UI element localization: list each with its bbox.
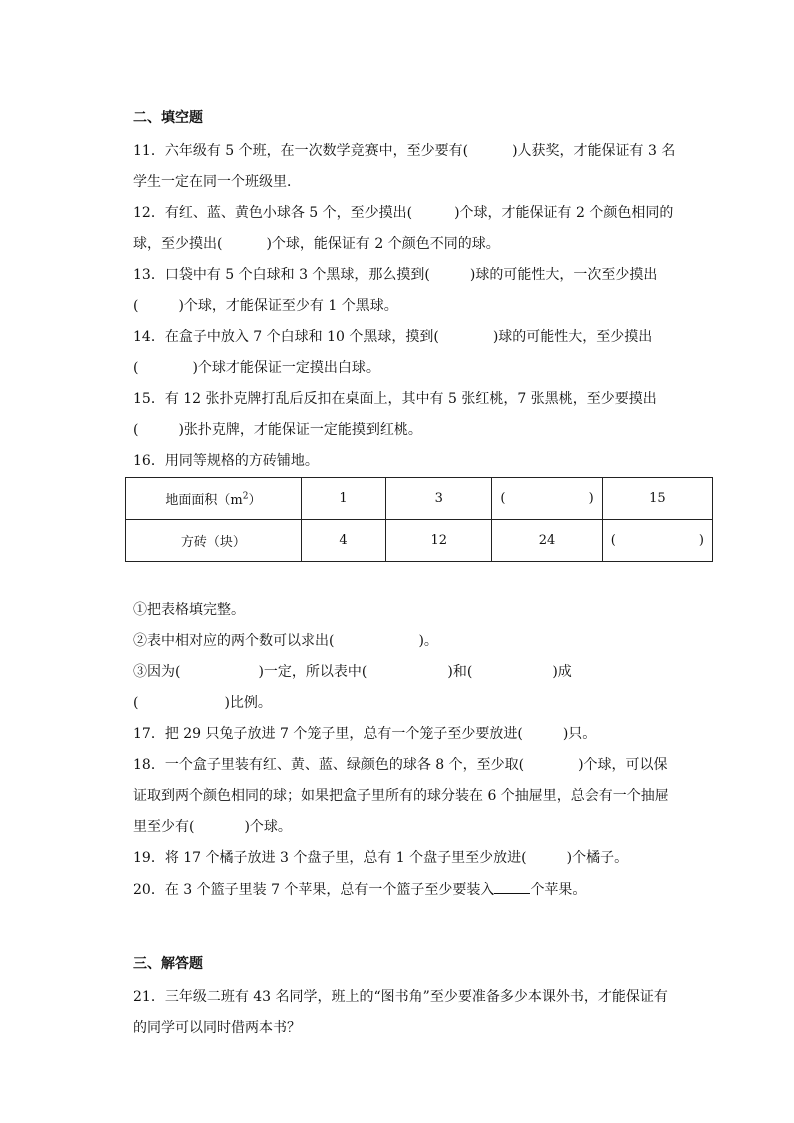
table-cell: 12 [386,520,492,562]
table-cell: 1 [301,478,385,520]
row-label-tiles: 方砖（块） [126,520,302,562]
question-20: 20．在 3 个篮子里装 7 个苹果，总有一个篮子至少要装入 个苹果。 [133,879,586,900]
table-cell: 3 [386,478,492,520]
question-21-line-2: 的同学可以同时借两本书？ [133,1020,301,1036]
question-16-sub-3-line-2: ( )比例。 [133,695,272,711]
question-18-line-3: 里至少有( )个球。 [133,819,292,835]
table-cell-blank[interactable]: ( ) [492,478,602,520]
section-heading-fill-blank: 二、填空题 [133,110,203,126]
question-18-line-2: 证取到两个颜色相同的球；如果把盒子里所有的球分装在 6 个抽屉里，总会有一个抽屉 [133,788,669,804]
question-14-line-2: ( )个球才能保证一定摸出白球。 [133,360,380,376]
question-11-line-2: 学生一定在同一个班级里． [133,174,301,190]
question-11-line-1: 11．六年级有 5 个班，在一次数学竞赛中，至少要有( )人获奖，才能保证有 3 名 [133,143,676,159]
question-18-line-1: 18．一个盒子里装有红、黄、蓝、绿颜色的球各 8 个，至少取( )个球，可以保 [133,757,668,773]
table-cell-blank[interactable]: ( ) [602,520,712,562]
question-16-sub-2: ②表中相对应的两个数可以求出( )。 [133,633,438,649]
question-17: 17．把 29 只兔子放进 7 个笼子里，总有一个笼子至少要放进( )只。 [133,726,597,742]
question-19: 19．将 17 个橘子放进 3 个盘子里，总有 1 个盘子里至少放进( )个橘子。 [133,850,629,866]
question-16-sub-3-line-1: ③因为( )一定，所以表中( )和( )成 [133,664,572,680]
question-13-line-2: ( )个球，才能保证至少有 1 个黑球。 [133,298,398,314]
question-15-line-2: ( )张扑克牌，才能保证一定能摸到红桃。 [133,422,422,438]
question-16-sub-1: ①把表格填完整。 [133,602,245,618]
tile-area-table [125,477,713,562]
question-21-line-1: 21．三年级二班有 43 名同学，班上的“图书角”至少要准备多少本课外书，才能保证有 [133,989,668,1005]
table-cell: 15 [602,478,712,520]
question-12-line-1: 12．有红、蓝、黄色小球各 5 个，至少摸出( )个球，才能保证有 2 个颜色相同的 [133,205,674,221]
question-15-line-1: 15．有 12 张扑克牌打乱后反扣在桌面上，其中有 5 张红桃，7 张黑桃，至少要摸出 [133,391,657,407]
section-heading-solve: 三、解答题 [133,956,203,972]
table-cell: 24 [492,520,602,562]
answer-underline-blank[interactable] [494,879,530,894]
question-14-line-1: 14．在盒子中放入 7 个白球和 10 个黑球，摸到( )球的可能性大，至少摸出 [133,329,653,345]
question-13-line-1: 13．口袋中有 5 个白球和 3 个黑球，那么摸到( )球的可能性大，一次至少摸出 [133,267,658,283]
row-label-area: 地面面积$(m^2)$ [126,478,302,520]
table-cell: 4 [301,520,385,562]
question-12-line-2: 球，至少摸出( )个球，能保证有 2 个颜色不同的球。 [133,236,500,252]
question-16-intro: 16．用同等规格的方砖铺地。 [133,453,319,469]
table-row [126,478,713,520]
table-row [126,520,713,562]
